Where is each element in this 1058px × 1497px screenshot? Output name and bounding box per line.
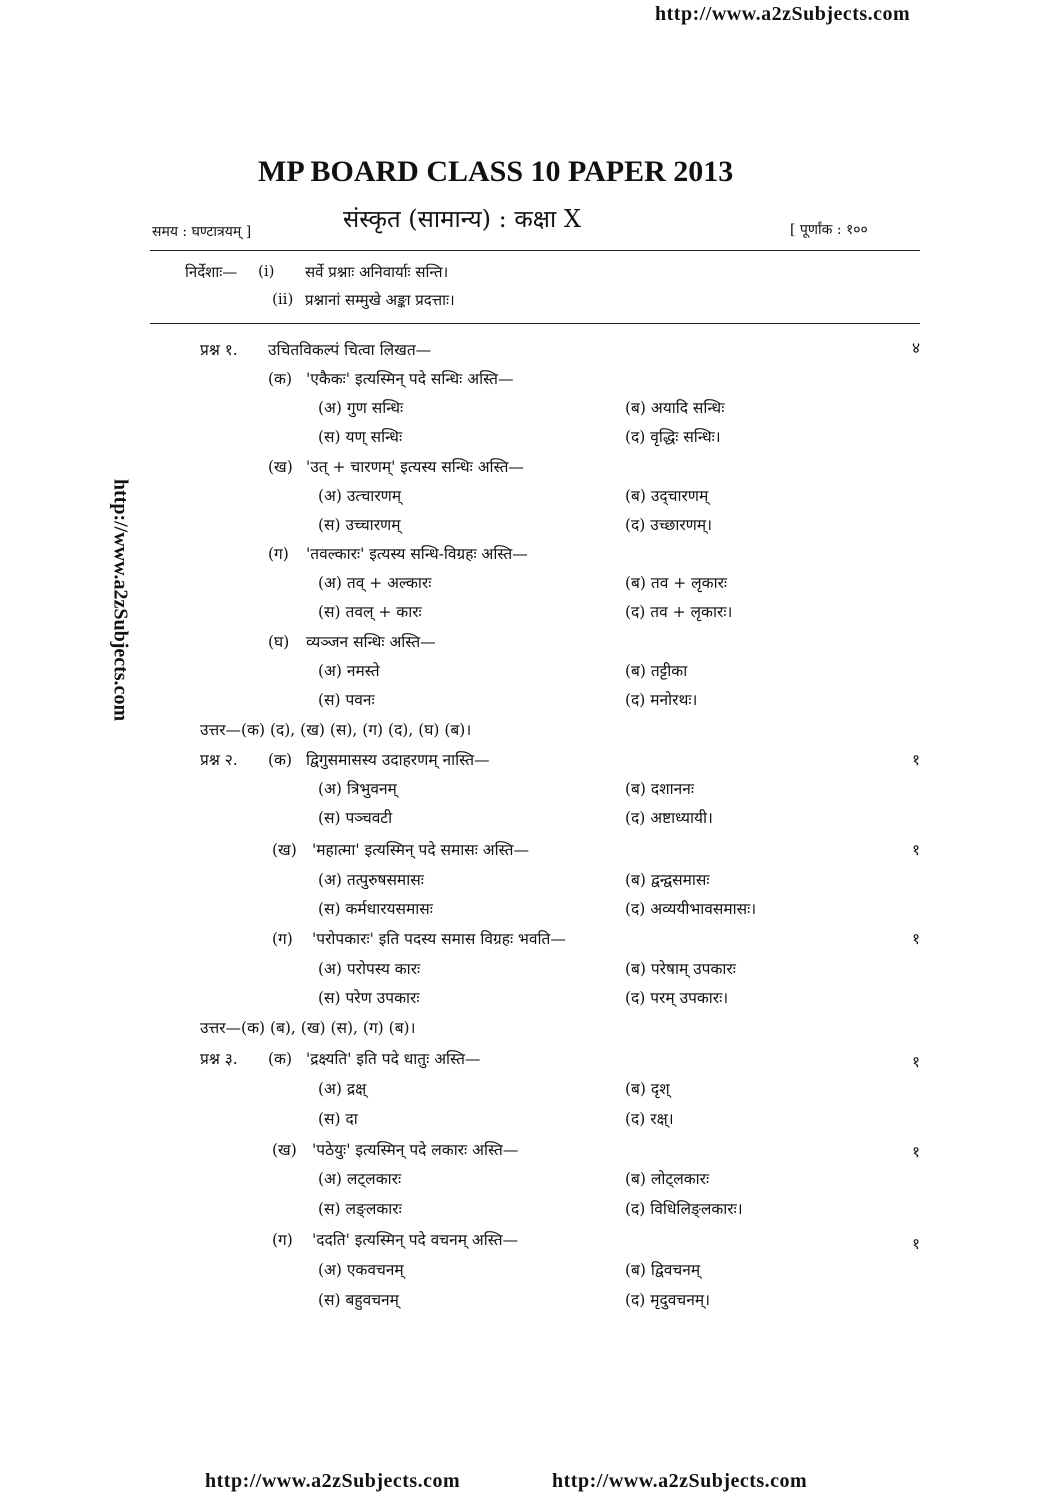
option: (द) रक्ष्। [625,1110,674,1128]
instruction-number: (i) [258,262,275,280]
option: (स) लङ्लकारः [318,1200,402,1218]
question-marks: १ [911,1235,920,1253]
option: (द) मनोरथः। [625,691,698,709]
part-label: (क) [268,370,292,388]
part-question: 'द्रक्ष्यति' इति पदे धातुः अस्ति— [306,1050,481,1068]
instruction-text: सर्वे प्रश्नाः अनिवार्याः सन्ति। [305,263,449,281]
option: (अ) तत्पुरुषसमासः [318,871,424,889]
bottom-left-watermark-url: http://www.a2zSubjects.com [205,1470,461,1492]
top-watermark-url: http://www.a2zSubjects.com [655,3,911,25]
instruction-text: प्रश्नानां सम्मुखे अङ्का प्रदत्ताः। [305,291,455,309]
question-marks: १ [911,930,920,948]
option: (द) उच्छारणम्। [625,516,713,534]
subject-heading: संस्कृत (सामान्य) : कक्षा X [343,205,581,233]
part-question: व्यञ्जन सन्धिः अस्ति— [306,633,436,651]
instructions-label: निर्देशाः— [185,263,238,281]
option: (स) तवल् + कारः [318,603,422,621]
option: (अ) तव् + अल्कारः [318,574,432,592]
option: (अ) द्रक्ष् [318,1080,367,1098]
option: (द) विधिलिङ्लकारः। [625,1200,743,1218]
option: (ब) अयादि सन्धिः [625,399,725,417]
option: (द) अष्टाध्यायी। [625,809,713,827]
part-question: 'महात्मा' इत्यस्मिन् पदे समासः अस्ति— [312,841,530,859]
answer-line: उत्तर—(क) (ब), (ख) (स), (ग) (ब)। [200,1019,416,1037]
part-question: 'परोपकारः' इति पदस्य समास विग्रहः भवति— [312,930,566,948]
side-watermark-url: http://www.a2zSubjects.com [109,478,132,722]
part-label: (ग) [272,930,293,948]
question-number: प्रश्न २. [200,751,238,769]
part-label: (ख) [272,1141,297,1159]
part-question: 'तवल्कारः' इत्यस्य सन्धि-विग्रहः अस्ति— [306,545,528,563]
part-label: (क) [268,751,292,769]
question-number: प्रश्न १. [200,341,238,359]
answer-line: उत्तर—(क) (द), (ख) (स), (ग) (द), (घ) (ब)। [200,721,472,739]
question-marks: १ [911,841,920,859]
option: (ब) लोट्लकारः [625,1170,710,1188]
option: (स) दा [318,1110,358,1128]
option: (द) परम् उपकारः। [625,989,729,1007]
question-heading: उचितविकल्पं चित्वा लिखत— [268,341,432,359]
option: (ब) उद्चारणम् [625,487,709,505]
instruction-number: (ii) [272,290,294,308]
part-question: 'एकैकः' इत्यस्मिन् पदे सन्धिः अस्ति— [306,370,514,388]
option: (स) परेण उपकारः [318,989,420,1007]
option: (ब) परेषाम् उपकारः [625,960,736,978]
time-allowed: समय : घण्टात्रयम् ] [152,224,252,240]
option: (द) मृदुवचनम्। [625,1291,710,1309]
option: (द) वृद्धिः सन्धिः। [625,428,721,446]
option: (द) तव + लृकारः। [625,603,733,621]
option: (स) कर्मधारयसमासः [318,900,433,918]
bottom-right-watermark-url: http://www.a2zSubjects.com [552,1470,808,1492]
part-question: द्विगुसमासस्य उदाहरणम् नास्ति— [306,751,490,769]
option: (ब) तट्टीका [625,662,688,680]
part-label: (ग) [268,545,289,563]
option: (ब) दशाननः [625,780,694,798]
option: (अ) परोपस्य कारः [318,960,421,978]
option: (अ) नमस्ते [318,662,380,680]
option: (स) पञ्चवटी [318,809,393,827]
option: (द) अव्ययीभावसमासः। [625,900,757,918]
option: (स) यण् सन्धिः [318,428,403,446]
option: (स) उच्चारणम् [318,516,401,534]
option: (ब) दृश् [625,1080,670,1098]
option: (अ) गुण सन्धिः [318,399,404,417]
option: (स) पवनः [318,691,375,709]
paper-title: MP BOARD CLASS 10 PAPER 2013 [258,155,734,188]
question-number: प्रश्न ३. [200,1050,238,1068]
option: (ब) द्विवचनम् [625,1261,701,1279]
question-marks: ४ [911,339,920,357]
part-label: (क) [268,1050,292,1068]
part-question: 'पठेयुः' इत्यस्मिन् पदे लकारः अस्ति— [312,1141,519,1159]
part-question: 'ददति' इत्यस्मिन् पदे वचनम् अस्ति— [312,1231,519,1249]
question-marks: १ [911,1143,920,1161]
option: (अ) लट्लकारः [318,1170,402,1188]
full-marks: [ पूर्णांक : १०० [790,222,868,238]
option: (स) बहुवचनम् [318,1291,399,1309]
part-label: (घ) [268,633,290,651]
option: (अ) उत्चारणम् [318,487,402,505]
question-marks: १ [911,1053,920,1071]
option: (अ) त्रिभुवनम् [318,780,397,798]
part-label: (ख) [268,458,293,476]
instructions-divider [150,323,920,324]
part-label: (ख) [272,841,297,859]
question-marks: १ [911,751,920,769]
part-label: (ग) [272,1231,293,1249]
option: (ब) तव + लृकारः [625,574,728,592]
option: (अ) एकवचनम् [318,1261,404,1279]
header-divider [150,250,920,251]
option: (ब) द्वन्द्वसमासः [625,871,710,889]
part-question: 'उत् + चारणम्' इत्यस्य सन्धिः अस्ति— [306,458,524,476]
